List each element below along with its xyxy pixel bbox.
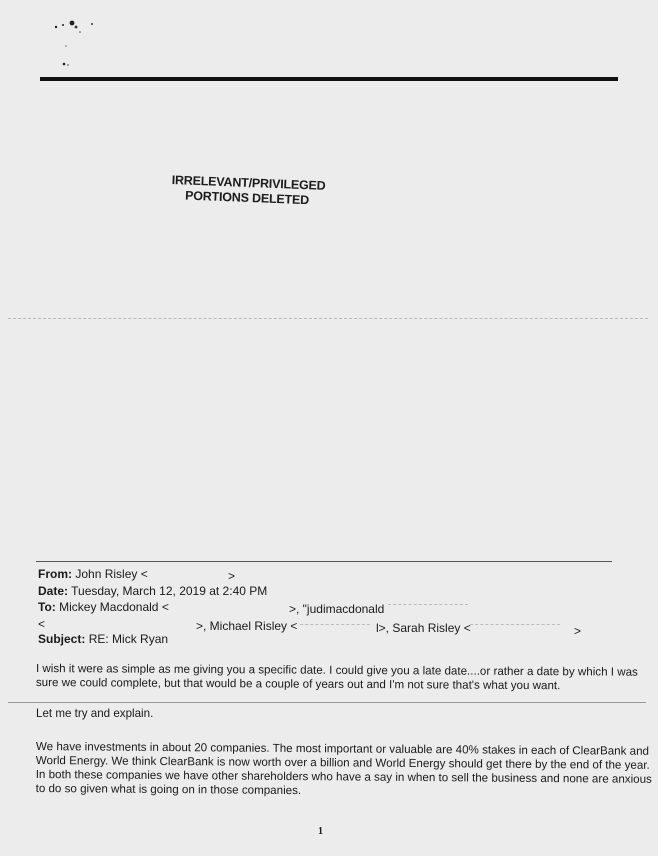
- paragraph-line: World Energy. We think ClearBank is now worth over a billion and World Energy should get there by the end of the year.: [35, 753, 650, 772]
- to-value: Mickey Macdonald <: [59, 600, 169, 614]
- scan-line: [8, 702, 646, 703]
- redacted-gap: [470, 624, 560, 626]
- redacted-gap: [388, 604, 468, 606]
- from-close: >: [228, 569, 236, 583]
- paragraph-line: Let me try and explain.: [36, 707, 154, 720]
- date-value: Tuesday, March 12, 2019 at 2:40 PM: [71, 584, 268, 598]
- to-line2-start: <: [38, 617, 46, 631]
- stamp-line-1: IRRELEVANT/PRIVILEGED: [171, 173, 326, 193]
- to-part-3: >, Michael Risley <: [196, 619, 298, 633]
- to-part-4: l>, Sarah Risley <: [376, 621, 471, 635]
- to-label: To:: [38, 600, 56, 614]
- faint-scan-line: [8, 318, 648, 320]
- date-label: Date:: [38, 584, 69, 598]
- from-line: [38, 567, 148, 582]
- paragraph-line: In both these companies we have other shareholders who have a say in when to sell the business and none are anxious: [35, 767, 652, 786]
- to-part-2: >, "judimacdonald: [289, 602, 385, 616]
- paragraph-line: sure we could complete, but that would be a couple of years out and I'm not sure that's what you want.: [35, 675, 561, 693]
- subject-value: RE: Mick Ryan: [88, 632, 169, 646]
- header-rule: [36, 561, 612, 562]
- paragraph-line: to do so given what is going on in those companies.: [35, 781, 302, 798]
- body-paragraph-2: [36, 707, 616, 721]
- paragraph-line: We have investments in about 20 companies. The most important or valuable are 40% stakes in each of ClearBank and: [35, 740, 650, 758]
- from-label: From:: [38, 567, 72, 581]
- to-close: >: [574, 624, 582, 638]
- stamp-line-2: PORTIONS DELETED: [184, 188, 310, 208]
- top-rule: [40, 77, 618, 81]
- scan-specks: [52, 18, 112, 70]
- page-number: 1: [318, 826, 323, 837]
- redacted-gap: [300, 624, 370, 626]
- subject-label: Subject:: [38, 632, 86, 646]
- to-line: [38, 600, 169, 615]
- from-value: John Risley <: [75, 567, 148, 581]
- redaction-stamp: [171, 173, 332, 209]
- paragraph-line: I wish it were as simple as me giving you a specific date. I could give you a late date....or rather a date by which I was: [35, 662, 638, 679]
- date-line: [38, 584, 267, 599]
- body-paragraph-1: [35, 662, 638, 694]
- subject-line: [38, 632, 168, 647]
- body-paragraph-3: [35, 740, 652, 801]
